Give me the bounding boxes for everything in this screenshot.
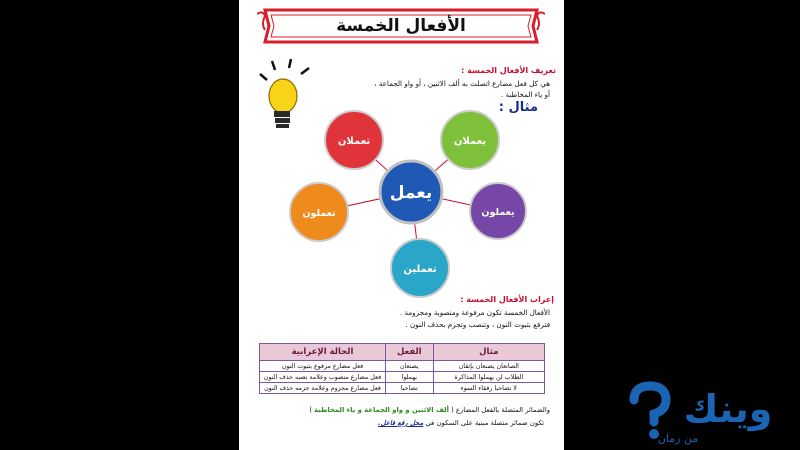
watermark-logo [620,380,795,448]
table-cell: فعل مضارع منصوب وعلامة نصبه حذف النون [260,372,386,383]
table-header-case: الحالة الإعرابية [260,344,386,361]
table-cell: فعل مضارع مجزوم وعلامة جزمه حذف النون [260,383,386,394]
table-row [260,361,545,372]
note-line-2 [378,419,544,427]
table-header-example: مثال [433,344,544,361]
five-verbs-diagram [289,108,559,298]
table-cell: لا تصاحبا رفقاء السوء [433,383,544,394]
note-line-1-start: والضمائر المتصلة بالفعل المضارع ( [448,406,550,414]
note-line-1-highlight: ألف الاثنين و واو الجماعة و ياء المخاطبة [314,406,449,414]
table-cell: يصنعان [385,361,433,372]
watermark-tagline: من زمان [657,432,699,445]
definition-heading: تعريف الأفعال الخمسة : [461,66,556,75]
table-row [260,372,545,383]
table-header-row [260,344,545,361]
table-cell: يهملوا [385,372,433,383]
node-label-tamalan: تعملان [337,136,371,147]
page-title: الأفعال الخمسة [336,16,466,36]
table-header-verb: الفعل [385,344,433,361]
center-verb: يعمل [389,183,433,203]
table-cell: الصانعان يصنعان بإتقان [433,361,544,372]
parsing-line-1: الأفعال الخمسة تكون مرفوعة ومنصوبة ومجزومة . [399,308,550,317]
table-cell: فعل مضارع مرفوع بثبوت النون [260,361,386,372]
node-label-tamaleen: تعملين [403,264,437,275]
node-label-tamaloon: تعملون [302,208,336,219]
note-line-2-highlight: محل رفع فاعل. [378,419,424,427]
table-row [260,383,545,394]
worksheet-page [239,0,564,450]
note-line-2-start: تكون ضمائر متصلة مبنية على السكون في [423,419,544,427]
note-line-1 [309,406,550,414]
table-cell: الطلاب لن يهملوا المذاكرة [433,372,544,383]
table-cell: تصاحبا [385,383,433,394]
parsing-table [259,343,545,394]
node-label-yamaloon: يعملون [481,207,515,218]
parsing-heading: إعراب الأفعال الخمسة : [460,295,554,304]
parsing-line-2: فترفع بثبوت النون ، وتنصب وتجزم بحذف النون . [405,320,550,329]
node-label-yamalan: يعملان [453,136,487,147]
note-line-1-end: ) [309,406,315,414]
definition-line-2: أو ياء المخاطبة . [500,90,550,99]
definition-line-1: هي كل فعل مضارع اتصلت به ألف الاثنين ، أو واو الجماعة ، [374,79,550,88]
watermark-brand: وينك [683,387,773,431]
example-heading: مثال : [498,100,538,115]
